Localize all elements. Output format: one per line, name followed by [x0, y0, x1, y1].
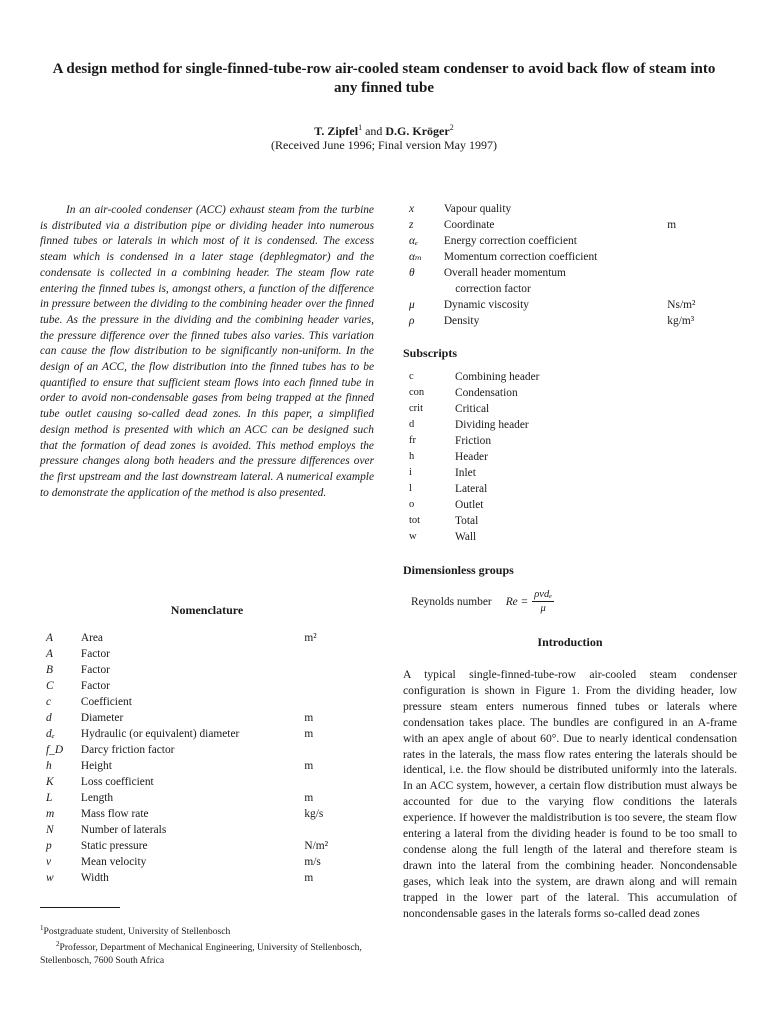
nomenclature-symbol: p: [46, 840, 52, 852]
nomenclature-unit: m: [304, 712, 314, 724]
nomenclature-description: Coefficient: [80, 696, 132, 708]
nomenclature-unit: [304, 822, 374, 838]
nomenclature-unit: [304, 694, 374, 710]
subscripts-row: [403, 433, 679, 449]
subscripts-table: [403, 369, 679, 545]
subscripts-description: Total: [455, 515, 479, 527]
greek-row: [403, 249, 737, 265]
greek-unit: kg/m³: [667, 315, 695, 327]
author-and: and: [365, 124, 383, 138]
nomenclature-row: [40, 662, 374, 678]
subscripts-description: Combining header: [455, 371, 540, 383]
author-1-mark: 1: [358, 123, 363, 132]
greek-description: Vapour quality: [443, 203, 512, 215]
greek-row: [403, 281, 737, 297]
nomenclature-symbol: A: [46, 632, 53, 644]
nomenclature-symbol: dₑ: [46, 728, 55, 740]
introduction-text: A typical single-finned-tube-row air-cooled steam condenser configuration is shown in Figure 1. From the dividing header, low pressure steam enters numerous finned tubes or laterals where condensation takes place. The bundles are configured in an A-frame with an apex angle of about 60°. Due to nearly identical condensation rates in the laterals, the mass flow rates entering the laterals should be identical, i.e. the flow should be distributed uniformly into the laterals. In an ACC system, however, a certain flow distribution must always be accounted for due to the varying flow conditions the laterals experience. If however the maldistribution is too severe, the steam flow entering a lateral from the dividing header is found to be too small to condense along the full length of the lateral and therefore steam is drawn into the lateral from the combining header. Noncondensable gases, which leak into the system, are drawn along and will remain trapped in the lower part of the lateral. This accumulation of noncondensable gases in the laterals forms so-called dead zones: [403, 668, 737, 920]
nomenclature-section: [40, 602, 374, 886]
subscripts-description: Lateral: [455, 483, 488, 495]
subscripts-symbol: o: [409, 499, 415, 510]
greek-row: [403, 297, 737, 313]
subscripts-description: Critical: [455, 403, 490, 415]
subscripts-symbol: l: [409, 483, 412, 494]
subscripts-description: Header: [455, 451, 488, 463]
subscripts-description: Wall: [455, 531, 477, 543]
greek-unit: [667, 249, 737, 265]
greek-description: Momentum correction coefficient: [443, 251, 598, 263]
greek-symbol: ρ: [409, 315, 415, 327]
nomenclature-symbol: B: [46, 664, 53, 676]
nomenclature-row: [40, 710, 374, 726]
author-2: D.G. Kröger: [385, 124, 450, 138]
nomenclature-description: Width: [80, 872, 109, 884]
nomenclature-symbol: h: [46, 760, 52, 772]
nomenclature-symbol: w: [46, 872, 54, 884]
nomenclature-unit: m: [304, 872, 314, 884]
nomenclature-symbol: K: [46, 776, 54, 788]
subscripts-row: [403, 465, 679, 481]
subscripts-row: [403, 385, 679, 401]
nomenclature-symbol: v: [46, 856, 52, 868]
greek-unit: [667, 281, 737, 297]
greek-unit: [667, 233, 737, 249]
greek-description: Dynamic viscosity: [443, 299, 529, 311]
nomenclature-unit: [304, 646, 374, 662]
footnote-1: $^1$Postgraduate student, University of Stellenbosch: [40, 924, 231, 938]
nomenclature-unit: [304, 742, 374, 758]
greek-symbol: αₘ: [409, 251, 422, 263]
greek-unit: Ns/m²: [667, 299, 696, 311]
subscripts-symbol: w: [409, 531, 417, 542]
reynolds-lhs: Re =: [505, 595, 529, 608]
greek-row: [403, 217, 737, 233]
subscripts-row: [403, 449, 679, 465]
subscripts-symbol: tot: [409, 515, 421, 526]
nomenclature-row: [40, 870, 374, 886]
nomenclature-symbol: m: [46, 808, 55, 820]
subscripts-heading: Subscripts: [403, 346, 458, 360]
nomenclature-row: [40, 854, 374, 870]
nomenclature-description: Diameter: [80, 712, 124, 724]
subscripts-symbol: d: [409, 419, 415, 430]
nomenclature-unit: m/s: [304, 856, 321, 868]
author-1: T. Zipfel: [314, 124, 359, 138]
greek-row: [403, 313, 737, 329]
nomenclature-description: Height: [80, 760, 112, 772]
greek-description: Overall header momentum: [443, 267, 566, 279]
subscripts-symbol: crit: [409, 403, 423, 414]
greek-symbol: z: [409, 219, 414, 231]
nomenclature-symbol: c: [46, 696, 52, 708]
nomenclature-row: [40, 838, 374, 854]
greek-symbol: x: [409, 203, 415, 215]
subscripts-symbol: fr: [409, 435, 416, 446]
reynolds-label: Reynolds number: [411, 595, 492, 608]
nomenclature-description: Hydraulic (or equivalent) diameter: [80, 728, 240, 740]
nomenclature-description: Darcy friction factor: [80, 744, 175, 756]
nomenclature-row: [40, 774, 374, 790]
subscripts-symbol: i: [409, 467, 412, 478]
greek-row: [403, 265, 737, 281]
subscripts-row: [403, 417, 679, 433]
nomenclature-symbol: L: [46, 792, 53, 804]
nomenclature-row: [40, 758, 374, 774]
greek-description: Coordinate: [443, 219, 495, 231]
nomenclature-table: [40, 630, 374, 886]
introduction-section: [403, 634, 737, 922]
greek-unit: m: [667, 219, 677, 231]
reynolds-denominator: μ: [540, 603, 546, 614]
nomenclature-description: Area: [80, 632, 103, 644]
introduction-heading: Introduction: [537, 635, 603, 649]
subscripts-description: Outlet: [455, 499, 484, 511]
nomenclature-row: [40, 726, 374, 742]
reynolds-numerator: ρvdₑ: [534, 589, 552, 600]
nomenclature-unit: [304, 774, 374, 790]
subscripts-row: [403, 497, 679, 513]
nomenclature-description: Length: [80, 792, 114, 804]
greek-symbol: αₑ: [409, 235, 418, 247]
dimensionless-heading: Dimensionless groups: [403, 563, 514, 577]
nomenclature-description: Mass flow rate: [80, 808, 149, 820]
greek-row: [403, 201, 737, 217]
paper-title: A design method for single-finned-tube-row air-cooled steam condenser to avoid back flow of steam into any finned tube: [52, 61, 716, 96]
subscripts-row: [403, 513, 679, 529]
greek-description: correction factor: [443, 283, 531, 295]
footnote-rule: [40, 907, 120, 908]
nomenclature-unit: m: [304, 728, 314, 740]
nomenclature-row: [40, 742, 374, 758]
subscripts-section: [403, 345, 737, 545]
nomenclature-symbol: N: [46, 824, 54, 836]
greek-unit: [667, 201, 737, 217]
nomenclature-description: Factor: [80, 680, 110, 692]
nomenclature-unit: m: [304, 760, 314, 772]
greek-table: [403, 201, 737, 329]
greek-description: Energy correction coefficient: [443, 235, 577, 247]
nomenclature-unit: m: [304, 792, 314, 804]
greek-unit: [667, 265, 737, 281]
nomenclature-row: [40, 678, 374, 694]
subscripts-symbol: h: [409, 451, 415, 462]
nomenclature-symbol: C: [46, 680, 54, 692]
subscripts-symbol: con: [409, 387, 425, 398]
author-2-mark: 2: [449, 123, 454, 132]
greek-symbol: μ: [409, 299, 415, 311]
subscripts-row: [403, 401, 679, 417]
greek-symbol: θ: [409, 267, 415, 279]
subscripts-description: Inlet: [455, 467, 476, 479]
nomenclature-symbol: d: [46, 712, 52, 724]
nomenclature-unit: N/m²: [304, 840, 329, 852]
subscripts-symbol: c: [409, 371, 414, 382]
greek-symbol: [403, 281, 444, 297]
nomenclature-description: Number of laterals: [80, 824, 167, 836]
subscripts-row: [403, 529, 679, 545]
nomenclature-row: [40, 822, 374, 838]
greek-description: Density: [443, 315, 480, 327]
subscripts-row: [403, 481, 679, 497]
subscripts-description: Condensation: [455, 387, 518, 399]
nomenclature-unit: [304, 662, 374, 678]
nomenclature-unit: [304, 678, 374, 694]
nomenclature-row: [40, 646, 374, 662]
nomenclature-description: Loss coefficient: [80, 776, 154, 788]
reynolds-definition: [403, 588, 737, 615]
greek-row: [403, 233, 737, 249]
nomenclature-unit: m²: [304, 632, 317, 644]
nomenclature-description: Factor: [80, 648, 110, 660]
nomenclature-description: Static pressure: [80, 840, 148, 852]
footnote-2: $^2$Professor, Department of Mechanical Engineering, University of Stellenbosch, Stellenbosch, 7600 South Africa: [40, 940, 362, 967]
greek-symbols: [403, 201, 737, 329]
received-dates: (Received June 1996; Final version May 1997): [271, 138, 497, 152]
nomenclature-heading: Nomenclature: [170, 603, 244, 617]
dimensionless-section: [403, 562, 737, 615]
subscripts-description: Dividing header: [455, 419, 529, 431]
nomenclature-symbol: f_D: [46, 744, 64, 756]
nomenclature-row: [40, 790, 374, 806]
nomenclature-description: Factor: [80, 664, 110, 676]
nomenclature-row: [40, 694, 374, 710]
abstract: In an air-cooled condenser (ACC) exhaust steam from the turbine is distributed via a distribution pipe or dividing header into numerous finned tubes or laterals in which most of it is condensed. The excess steam which is condensed in a later stage (dephlegmator) and the condensate is collected in a combining header. The steam flow rate entering the finned tubes is, amongst others, a function of the difference in pressure between the dividing to the combining header over the finned tube. As the pressure in the dividing and the combining header varies, the pressure difference over the finned tubes also varies. This variation can cause the flow distribution to be significantly non-uniform. In the design of an ACC, the flow distribution into the finned tubes has to be quantified to ensure that sufficient steam flows into each finned tube in order to avoid non-condensable gases from being trapped at the finned tube outlet causing so-called dead zones. In this paper, a simplified design method is presented with which an ACC can be designed such that the formation of dead zones is avoided. This method employs the pressure changes along both headers and the pressure differences over the first upstream and the last downstream lateral. A numerical example to demonstrate the application of the method is also presented.: [40, 204, 374, 499]
subscripts-row: [403, 369, 679, 385]
nomenclature-unit: kg/s: [304, 808, 324, 820]
nomenclature-row: [40, 630, 374, 646]
reynolds-fraction: [532, 588, 554, 615]
nomenclature-row: [40, 806, 374, 822]
nomenclature-description: Mean velocity: [80, 856, 147, 868]
subscripts-description: Friction: [455, 435, 492, 447]
nomenclature-symbol: A: [46, 648, 53, 660]
